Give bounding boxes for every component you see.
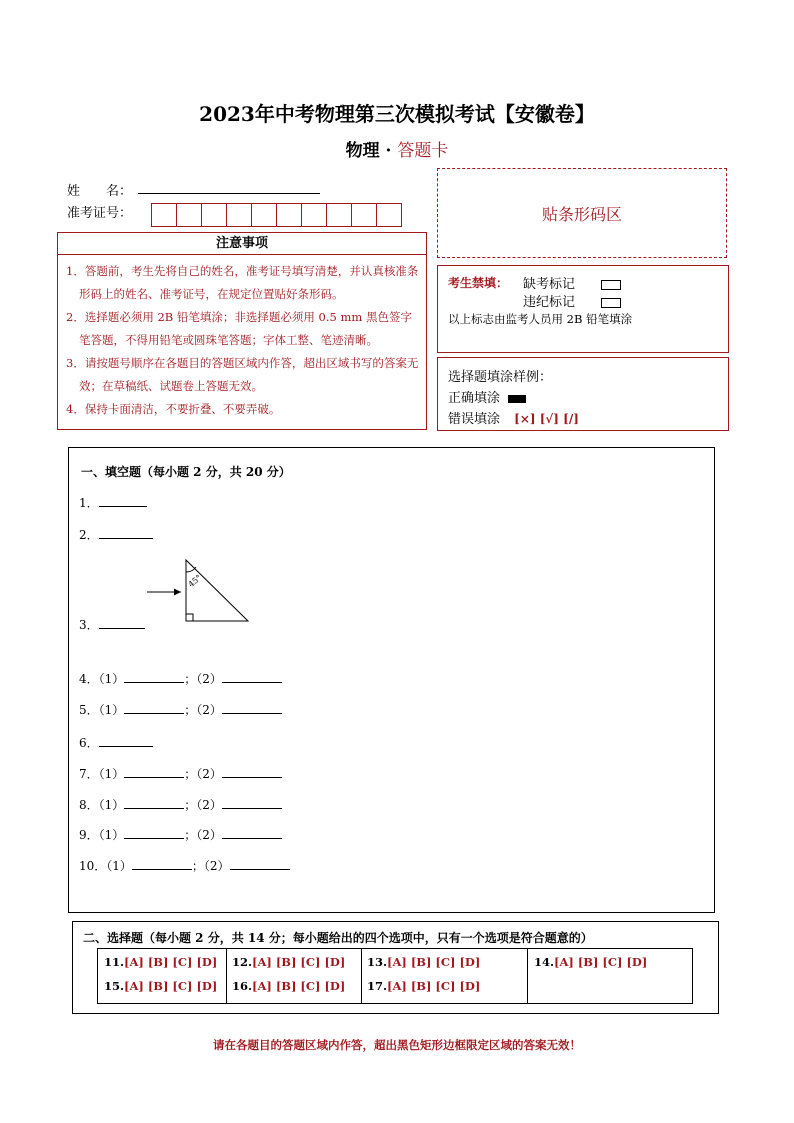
answer-blank[interactable] bbox=[222, 701, 282, 714]
subject-label: 物理 bbox=[345, 141, 380, 161]
id-box[interactable] bbox=[226, 203, 252, 227]
question-7 bbox=[79, 765, 282, 782]
page-subtitle bbox=[0, 136, 794, 161]
id-box[interactable] bbox=[376, 203, 402, 227]
answer-blank[interactable] bbox=[99, 494, 147, 507]
id-box[interactable] bbox=[151, 203, 177, 227]
notice-item: 1．答题前，考生先将自己的姓名，准考证号填写清楚，并认真核准条形码上的姓名、准考证号，在规定位置贴好条形码。 bbox=[66, 264, 419, 301]
choice-13[interactable] bbox=[367, 955, 480, 969]
answer-blank[interactable] bbox=[132, 857, 192, 870]
separator: ；（2） bbox=[191, 859, 230, 873]
prism-figure bbox=[141, 556, 253, 626]
notice-item: 3．请按题号顺序在各题目的答题区域内作答，超出区域书写的答案无效；在草稿纸、试题卷上答题无效。 bbox=[66, 356, 419, 393]
absent-mark-box[interactable] bbox=[601, 280, 621, 290]
answer-blank[interactable] bbox=[222, 796, 282, 809]
wrong-fill-label: 错误填涂 bbox=[448, 412, 501, 427]
question-3 bbox=[79, 616, 145, 633]
choice-number: 14. bbox=[534, 955, 555, 969]
choice-options[interactable]: [A] [B] [C] [D] bbox=[387, 979, 481, 993]
choice-number: 16. bbox=[232, 979, 253, 993]
answer-blank[interactable] bbox=[99, 734, 153, 747]
grid-divider bbox=[226, 949, 227, 1003]
wrong-fill-marks: [×] [√] [/] bbox=[514, 412, 579, 426]
choice-16[interactable] bbox=[232, 979, 345, 993]
correct-fill-row bbox=[448, 387, 526, 406]
answer-blank[interactable] bbox=[124, 670, 184, 683]
notice-item: 4．保持卡面清洁，不要折叠、不要弄破。 bbox=[66, 402, 281, 416]
separator: ；（2） bbox=[184, 767, 222, 781]
choice-number: 12. bbox=[232, 955, 253, 969]
separator: ；（2） bbox=[184, 703, 222, 717]
id-box[interactable] bbox=[201, 203, 227, 227]
right-angle-mark bbox=[186, 614, 193, 621]
name-field[interactable] bbox=[138, 193, 320, 194]
id-box[interactable] bbox=[276, 203, 302, 227]
barcode-area bbox=[437, 168, 727, 258]
choice-grid bbox=[97, 948, 693, 1004]
question-number: 6． bbox=[79, 736, 99, 750]
exam-id-label: 准考证号： bbox=[67, 206, 133, 221]
separator: ；（2） bbox=[184, 798, 222, 812]
answer-blank[interactable] bbox=[222, 826, 282, 839]
choice-number: 15. bbox=[104, 979, 125, 993]
forbidden-label: 考生禁填： bbox=[448, 276, 509, 290]
question-number: 5．（1） bbox=[79, 703, 125, 717]
choice-14[interactable] bbox=[534, 955, 647, 969]
grid-divider bbox=[527, 949, 528, 1003]
choice-options[interactable]: [A] [B] [C] [D] bbox=[252, 979, 346, 993]
answer-blank[interactable] bbox=[222, 670, 282, 683]
id-box[interactable] bbox=[301, 203, 327, 227]
angle-label: 45° bbox=[186, 573, 204, 590]
exam-id-boxes[interactable] bbox=[151, 203, 401, 227]
answer-blank[interactable] bbox=[99, 526, 153, 539]
question-8 bbox=[79, 796, 282, 813]
choice-number: 13. bbox=[367, 955, 388, 969]
choice-options[interactable]: [A] [B] [C] [D] bbox=[124, 955, 218, 969]
choice-options[interactable]: [A] [B] [C] [D] bbox=[554, 955, 648, 969]
question-number: 2． bbox=[79, 528, 99, 542]
separator: ；（2） bbox=[184, 828, 222, 842]
choice-options[interactable]: [A] [B] [C] [D] bbox=[124, 979, 218, 993]
question-number: 7．（1） bbox=[79, 767, 125, 781]
question-number: 9．（1） bbox=[79, 828, 125, 842]
notice-heading: 注意事项 bbox=[57, 232, 427, 255]
question-1 bbox=[79, 494, 147, 511]
question-number: 4．（1） bbox=[79, 672, 125, 686]
notice-body bbox=[57, 254, 427, 430]
footer-warning: 请在各题目的答题区域内作答，超出黑色矩形边框限定区域的答案无效！ bbox=[213, 1038, 581, 1052]
question-5 bbox=[79, 701, 282, 718]
answer-blank[interactable] bbox=[222, 765, 282, 778]
forbidden-note: 以上标志由监考人员用 2B 铅笔填涂 bbox=[448, 312, 633, 326]
question-2 bbox=[79, 526, 153, 543]
choice-options[interactable]: [A] [B] [C] [D] bbox=[387, 955, 481, 969]
sheet-label: 答题卡 bbox=[397, 141, 449, 161]
question-number: 1． bbox=[79, 496, 99, 510]
answer-blank[interactable] bbox=[230, 857, 290, 870]
choice-number: 11. bbox=[104, 955, 125, 969]
filled-mark-icon bbox=[508, 395, 526, 403]
answer-blank[interactable] bbox=[124, 765, 184, 778]
forbidden-box bbox=[437, 265, 729, 353]
section1-heading: 一、填空题（每小题 2 分，共 20 分） bbox=[81, 465, 291, 479]
choice-12[interactable] bbox=[232, 955, 345, 969]
question-number: 3． bbox=[79, 618, 99, 632]
page-title: 2023年中考物理第三次模拟考试【安徽卷】 bbox=[199, 102, 595, 126]
answer-blank[interactable] bbox=[124, 796, 184, 809]
fill-in-section bbox=[68, 447, 715, 913]
choice-options[interactable]: [A] [B] [C] [D] bbox=[252, 955, 346, 969]
choice-11[interactable] bbox=[104, 955, 217, 969]
question-number: 10．（1） bbox=[79, 859, 132, 873]
answer-blank[interactable] bbox=[99, 616, 145, 629]
absent-mark-row bbox=[523, 273, 621, 292]
grid-divider bbox=[361, 949, 362, 1003]
id-box[interactable] bbox=[326, 203, 352, 227]
correct-fill-label: 正确填涂 bbox=[448, 391, 501, 406]
question-4 bbox=[79, 670, 282, 687]
choice-17[interactable] bbox=[367, 979, 480, 993]
choice-15[interactable] bbox=[104, 979, 217, 993]
id-box[interactable] bbox=[251, 203, 277, 227]
dot-separator: · bbox=[385, 141, 392, 161]
triangle-prism bbox=[186, 560, 248, 621]
id-box[interactable] bbox=[176, 203, 202, 227]
answer-blank[interactable] bbox=[124, 701, 184, 714]
separator: ；（2） bbox=[184, 672, 222, 686]
wrong-fill-row bbox=[448, 408, 579, 427]
violation-mark-box[interactable] bbox=[601, 298, 621, 308]
answer-blank[interactable] bbox=[124, 826, 184, 839]
notice-item: 2．选择题必须用 2B 铅笔填涂；非选择题必须用 0.5 mm 黑色签字笔答题，不得用铅笔或圆珠笔答题；字体工整、笔迹清晰。 bbox=[66, 310, 412, 347]
choice-number: 17. bbox=[367, 979, 388, 993]
section2-heading: 二、选择题（每小题 2 分，共 14 分；每小题给出的四个选项中，只有一个选项是符合题意的） bbox=[83, 931, 593, 945]
name-label: 姓 名： bbox=[67, 184, 133, 199]
violation-label: 违纪标记 bbox=[523, 295, 576, 310]
absent-label: 缺考标记 bbox=[523, 277, 576, 292]
question-9 bbox=[79, 826, 282, 843]
violation-mark-row bbox=[523, 291, 621, 310]
id-box[interactable] bbox=[351, 203, 377, 227]
question-number: 8．（1） bbox=[79, 798, 125, 812]
question-6 bbox=[79, 734, 153, 751]
arrow-head bbox=[174, 589, 181, 596]
fill-sample-heading: 选择题填涂样例： bbox=[448, 370, 553, 385]
question-10 bbox=[79, 857, 290, 874]
fill-sample-box bbox=[437, 357, 729, 431]
barcode-label: 贴条形码区 bbox=[541, 204, 622, 224]
